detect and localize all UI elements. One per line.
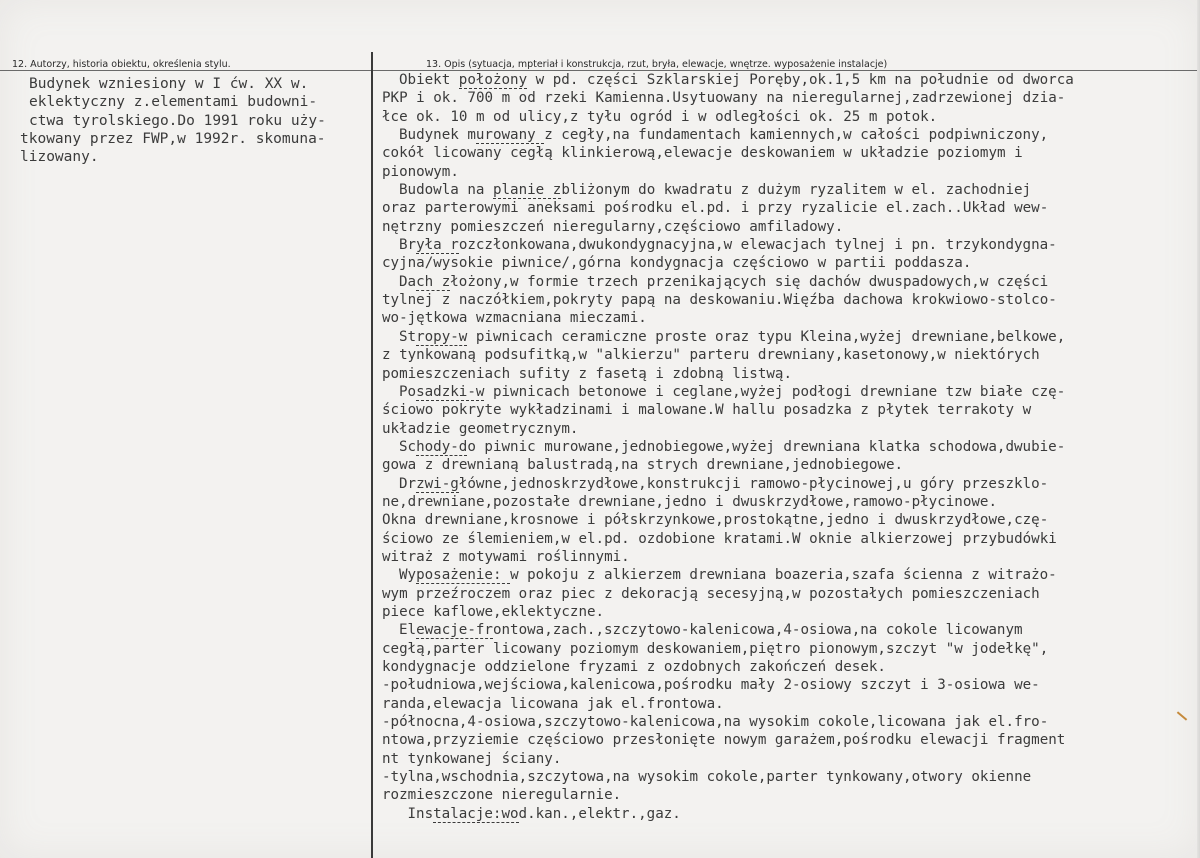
typed-line: ściowo ze ślemieniem,w el.pd. ozdobione kratami.W oknie alkierzowej przybudówki	[382, 530, 1057, 547]
typed-line	[382, 71, 1074, 89]
typed-line: cyjna/wysokie piwnice/,górna kondygnacja częściowo w partii poddasza.	[382, 255, 972, 272]
typed-text: Sc	[399, 438, 417, 455]
typed-line: nt tynkowanej ściany.	[382, 750, 562, 767]
typed-line	[382, 126, 1074, 144]
typed-line: gowa z drewnianą balustradą,na strych drewniane,jednobiegowe.	[382, 457, 904, 474]
typed-line: pionowym.	[382, 163, 459, 180]
typed-line: -południowa,wejściowa,kalenicowa,pośrodku mały 2-osiowy szczyt i 3-osiowa we-	[382, 677, 1040, 694]
section-12-heading: 12. Autorzy, historia obiektu, określenia stylu.	[12, 59, 231, 70]
typed-text: z cegły,na fundamentach kamiennych,w całości podpiwniczony,	[544, 127, 1049, 144]
typed-text: Dr	[399, 475, 417, 492]
typed-line: z tynkowaną podsufitką,w "alkierzu" parteru drewniany,kasetonowy,w niektórych	[382, 347, 1040, 364]
typed-line: pomieszczeniach sufity z fasetą i zdobną listwą.	[382, 365, 792, 382]
authors-history-text	[20, 75, 326, 167]
column-divider	[371, 52, 373, 858]
typed-line: Budynek wzniesiony w I ćw. XX w.	[29, 76, 309, 92]
typed-line	[382, 383, 1074, 401]
underlined-keyword: hody-d	[416, 438, 468, 455]
typed-line: układzie geometrycznym.	[382, 420, 579, 437]
typed-line	[382, 328, 1074, 346]
typed-line: kondygnacje oddzielone fryzami z ozdobnych zakończeń desek.	[382, 659, 886, 675]
typed-text: Wy	[399, 567, 417, 584]
typed-line	[382, 181, 1074, 199]
typed-line: randa,elewacja licowana jak el.frontowa.	[382, 695, 724, 712]
typed-line: -północna,4-osiowa,szczytowo-kalenicowa,na wysokim cokole,licowana jak el.fro-	[382, 714, 1049, 731]
typed-line	[382, 438, 1074, 456]
typed-line	[382, 236, 1074, 254]
typed-line: -tylna,wschodnia,szczytowa,na wysokim cokole,parter tynkowany,otwory okienne	[382, 769, 1032, 786]
underlined-keyword: ch z	[416, 273, 451, 290]
typed-text: ozczłonkowana,dwukondygnacyjna,w elewacjach tylnej i pn. trzykondygna-	[458, 237, 1057, 254]
pencil-tick-mark	[1177, 711, 1187, 720]
typed-line: oraz parterowymi aneksami pośrodku el.pd. i przy ryzalicie el.zach..Układ wew-	[382, 200, 1049, 217]
typed-text: w pokoju z alkierzem drewniana boazeria,szafa ścienna z witrażo-	[510, 567, 1057, 584]
typed-line: ntowa,przyziemie częściowo przesłonięte nowym garażem,pośrodku elewacji fragment	[382, 732, 1066, 749]
typed-text: Da	[399, 273, 417, 290]
typed-line: tkowany przez FWP,w 1992r. skomuna-	[20, 131, 326, 148]
underlined-keyword: talacje:wo	[433, 805, 519, 822]
typed-line	[382, 273, 1074, 291]
typed-line: rozmieszczone nieregularnie.	[382, 787, 622, 804]
typed-line: ctwa tyrolskiego.Do 1991 roku uży-	[29, 112, 326, 129]
typed-text: Obiekt	[399, 72, 459, 88]
typed-text: w pd. części Szklarskiej Poręby,ok.1,5 km na południe od dworca	[527, 72, 1074, 88]
underlined-keyword: yła r	[416, 237, 459, 254]
typed-line: nętrzny pomieszczeń nieregularny,częściowo amfiladowy.	[382, 218, 844, 235]
underlined-keyword: posażenie:	[416, 567, 511, 584]
typed-line: cegłą,parter licowany poziomym deskowaniem,piętro pionowym,szczyt "w jodełkę",	[382, 640, 1049, 657]
typed-text: Budowla na	[399, 182, 493, 199]
typed-text: Po	[399, 383, 417, 400]
description-text	[382, 71, 1074, 823]
underlined-keyword: urowany	[475, 127, 545, 144]
typed-text: o piwnic murowane,jednobiegowe,wyżej drewniana klatka schodowa,dwubie-	[467, 438, 1066, 455]
underlined-keyword: sadzki-w	[416, 383, 485, 400]
typed-text: piwnicach ceramiczne proste oraz typu Kleina,wyżej drewniane,belkowe,	[467, 328, 1066, 345]
typed-text: Budynek m	[399, 127, 476, 144]
typed-line: PKP i ok. 700 m od rzeki Kamienna.Usytuowany na nieregularnej,zadrzewionej dzia-	[382, 90, 1066, 107]
typed-line: witraż z motywami roślinnymi.	[382, 548, 630, 565]
typed-line: łce ok. 10 m od ulicy,z tyłu ogród i w odległości ok. 25 m potok.	[382, 108, 938, 125]
typed-text: łówne,jednoskrzydłowe,konstrukcji ramowo-płycinowej,u góry przeszklo-	[458, 475, 1049, 492]
typed-text: El	[399, 622, 417, 639]
underlined-keyword: zwi-g	[416, 475, 459, 492]
typed-line: lizowany.	[20, 149, 99, 166]
typed-line	[382, 566, 1074, 584]
typed-text: bliżonym do kwadratu z dużym ryzalitem w el. zachodniej	[561, 182, 1032, 199]
typed-line: tylnej z naczółkiem,pokryty papą na deskowaniu.Więźba dachowa krokwiowo-stolco-	[382, 292, 1057, 309]
typed-line: wo-jętkowa wzmacniana mieczami.	[382, 310, 647, 327]
typed-line: ne,drewniane,pozostałe drewniane,jedno i dwuskrzydłowe,ramowo-płycinowe.	[382, 493, 997, 510]
underlined-keyword: planie z	[492, 182, 562, 199]
typed-text: d.kan.,elektr.,gaz.	[518, 805, 681, 822]
underlined-keyword: ropy-w	[416, 328, 468, 345]
typed-line	[382, 475, 1074, 493]
typed-text: Br	[399, 237, 417, 254]
typed-line	[382, 621, 1074, 639]
typed-line: cokół licowany cegłą klinkierową,elewacje deskowaniem w układzie poziomym i	[382, 145, 1023, 162]
underlined-keyword: ewacje-fr	[416, 622, 493, 639]
underlined-keyword: położony	[458, 72, 528, 88]
typed-text: piwnicach betonowe i ceglane,wyżej podłogi drewniane tzw białe czę-	[484, 383, 1066, 400]
typed-text: Ins	[407, 805, 434, 822]
typed-line: Okna drewniane,krosnowe i półskrzynkowe,prostokątne,jedno i dwuskrzydłowe,czę-	[382, 512, 1049, 529]
typed-text: St	[399, 328, 417, 345]
typed-text: ontowa,zach.,szczytowo-kalenicowa,4-osiowa,na cokole licowanym	[492, 622, 1023, 639]
typed-line: ściowo pokryte wykładzinami i malowane.W hallu posadzka z płytek terrakoty w	[382, 402, 1032, 419]
section-13-heading: 13. Opis (sytuacja, mpteriał i konstrukcja, rzut, bryła, elewacje, wnętrze. wyposażenie instalacje)	[426, 59, 888, 70]
typed-line	[382, 805, 1074, 823]
typed-line: wym przeźroczem oraz piec z dekoracją secesyjną,w pozostałych pomieszczeniach	[382, 585, 1040, 602]
typed-text: łożony,w formie trzech przenikających się dachów dwuspadowych,w części	[450, 273, 1049, 290]
typed-line: piece kaflowe,eklektyczne.	[382, 603, 605, 620]
typed-line: eklektyczny z.elementami budowni-	[29, 94, 318, 111]
